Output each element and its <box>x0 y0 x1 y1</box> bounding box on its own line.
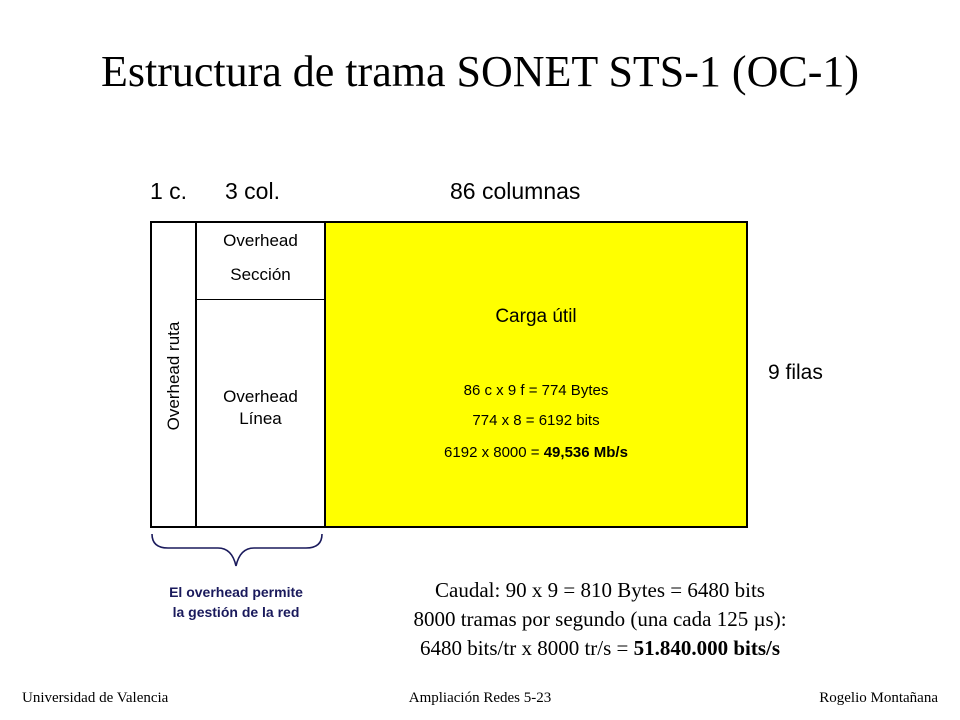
throughput-calculation <box>340 576 860 663</box>
overhead-note <box>130 582 342 622</box>
payload-rate-value: 49,536 Mb/s <box>543 444 628 461</box>
column-header-1: 1 c. <box>150 178 188 204</box>
section-overhead-label <box>197 230 324 286</box>
rows-label: 9 filas <box>768 361 823 384</box>
column-header-3: 3 col. <box>225 178 280 204</box>
divider-transport-overhead <box>324 222 326 527</box>
payload-calc-rate-prefix: 6192 x 8000 = <box>444 444 544 461</box>
throughput-line-3 <box>340 634 860 663</box>
page-title: Estructura de trama SONET STS-1 (OC-1) <box>100 47 860 96</box>
line-overhead-line-1: Overhead <box>223 387 298 406</box>
throughput-value: 51.840.000 bits/s <box>633 636 781 660</box>
payload-title: Carga útil <box>495 306 577 327</box>
column-header-86: 86 columnas <box>450 178 581 204</box>
payload-calc-bits: 774 x 8 = 6192 bits <box>472 412 600 429</box>
throughput-line-2: 8000 tramas por segundo (una cada 125 µs): <box>413 607 787 631</box>
footer-author: Rogelio Montañana <box>819 690 938 706</box>
throughput-line-3-prefix: 6480 bits/tr x 8000 tr/s = <box>419 636 634 660</box>
section-overhead-line-1: Overhead <box>223 231 298 250</box>
path-overhead-label: Overhead ruta <box>164 321 183 431</box>
divider-section-line <box>197 299 324 300</box>
line-overhead-line-2: Línea <box>239 409 282 428</box>
overhead-note-line-2: la gestión de la red <box>172 604 300 620</box>
payload-calc-bytes: 86 c x 9 f = 774 Bytes <box>463 382 609 399</box>
footer-course: Ampliación Redes 5-23 <box>408 690 552 706</box>
curly-brace-icon <box>148 532 328 576</box>
line-overhead-label <box>197 386 324 430</box>
payload-area <box>326 223 746 526</box>
overhead-note-line-1: El overhead permite <box>169 584 303 600</box>
footer-university: Universidad de Valencia <box>22 690 169 706</box>
section-overhead-line-2: Sección <box>230 265 291 284</box>
payload-calc-rate <box>326 442 746 464</box>
throughput-line-1: Caudal: 90 x 9 = 810 Bytes = 6480 bits <box>435 578 765 602</box>
